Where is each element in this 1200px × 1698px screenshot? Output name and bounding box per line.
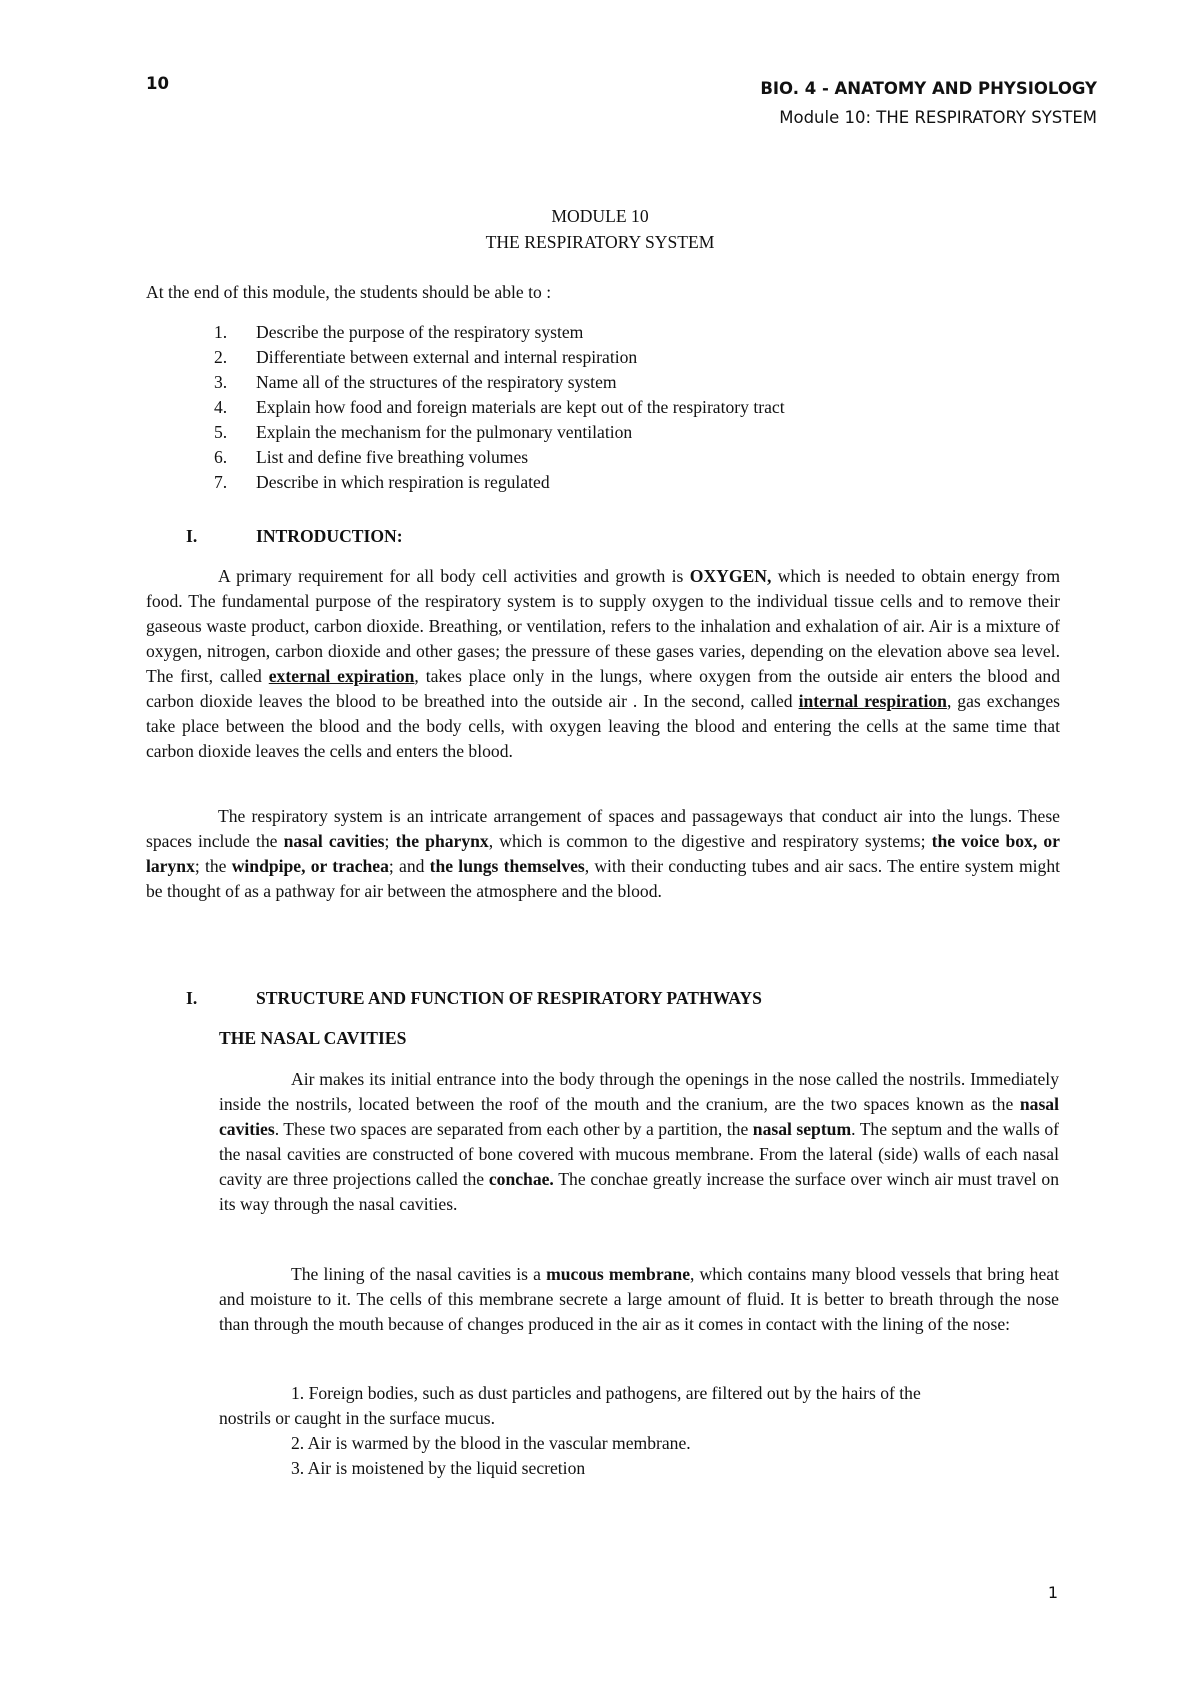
list-item: 1. Describe the purpose of the respiratory system [214, 322, 584, 342]
section-heading-structure: I. STRUCTURE AND FUNCTION OF RESPIRATORY PATHWAYS [186, 988, 762, 1008]
list-item: 6. List and define five breathing volumes [214, 447, 529, 467]
nose-benefits-list [219, 1381, 1059, 1481]
list-item: 2. Air is warmed by the blood in the vascular membrane. [291, 1433, 691, 1453]
objectives-list [214, 320, 785, 495]
title-line-2: THE RESPIRATORY SYSTEM [485, 232, 715, 252]
list-item: 7. Describe in which respiration is regulated [214, 472, 550, 492]
list-item: 1. Foreign bodies, such as dust particles and pathogens, are filtered out by the hairs of the [291, 1383, 921, 1403]
objectives-intro: At the end of this module, the students should be able to : [146, 282, 552, 302]
list-item: 2. Differentiate between external and internal respiration [214, 347, 638, 367]
list-item: 5. Explain the mechanism for the pulmonary ventilation [214, 422, 633, 442]
nasal-paragraph-1: Air makes its initial entrance into the body through the openings in the nose called the nostrils. Immediately inside the nostrils, located between the roof of the mouth and the cranium, are the two spaces known as the nasal cavities. These two spaces are separated from each other by a partition, the nasal septum. The septum and the walls of the nasal cavities are constructed of bone covered with mucous membrane. From the lateral (side) walls of each nasal cavity are three projections called the conchae. The conchae greatly increase the surface over winch air must travel on its way through the nasal cavities. [219, 1069, 1060, 1214]
nasal-paragraph-2: The lining of the nasal cavities is a mucous membrane, which contains many blood vessels that bring heat and moisture to it. The cells of this membrane secrete a large amount of fluid. It is better to breath through the nose than through the mouth because of changes produced in the air as it comes in contact with the lining of the nose: [219, 1264, 1059, 1334]
page-title [0, 203, 1200, 255]
header-course: BIO. 4 - ANATOMY AND PHYSIOLOGY [760, 79, 1097, 98]
subheading-nasal-cavities: THE NASAL CAVITIES [219, 1028, 407, 1048]
list-item: nostrils or caught in the surface mucus. [219, 1408, 496, 1428]
header-course-info [760, 74, 1097, 132]
list-item: 3. Air is moistened by the liquid secretion [291, 1458, 586, 1478]
section-heading-introduction: I. INTRODUCTION: [186, 526, 403, 546]
intro-paragraph-1: A primary requirement for all body cell activities and growth is OXYGEN, which is needed to obtain energy from food. The fundamental purpose of the respiratory system is to supply oxygen to the individual tissue cells and to remove their gaseous waste product, carbon dioxide. Breathing, or ventilation, refers to the inhalation and exhalation of air. Air is a mixture of oxygen, nitrogen, carbon dioxide and other gases; the pressure of these gases varies, depending on the elevation above sea level. The first, called external expiration, takes place only in the lungs, where oxygen from the outside air enters the blood and carbon dioxide leaves the blood to be breathed into the outside air . In the second, called internal respiration, gas exchanges take place between the blood and the body cells, with oxygen leaving the blood and entering the cells at the same time that carbon dioxide leaves the cells and enters the blood. [146, 566, 1061, 761]
intro-paragraph-2: The respiratory system is an intricate arrangement of spaces and passageways that conduct air into the lungs. These spaces include the nasal cavities; the pharynx, which is common to the digestive and respiratory systems; the voice box, or larynx; the windpipe, or trachea; and the lungs themselves, with their conducting tubes and air sacs. The entire system might be thought of as a pathway for air between the atmosphere and the blood. [146, 806, 1061, 901]
footer-page-number: 1 [1047, 1583, 1058, 1602]
header-module: Module 10: THE RESPIRATORY SYSTEM [779, 108, 1097, 127]
title-line-1: MODULE 10 [551, 206, 649, 226]
list-item: 4. Explain how food and foreign materials are kept out of the respiratory tract [214, 397, 785, 417]
list-item: 3. Name all of the structures of the respiratory system [214, 372, 617, 392]
header-page-number: 10 [146, 74, 169, 93]
